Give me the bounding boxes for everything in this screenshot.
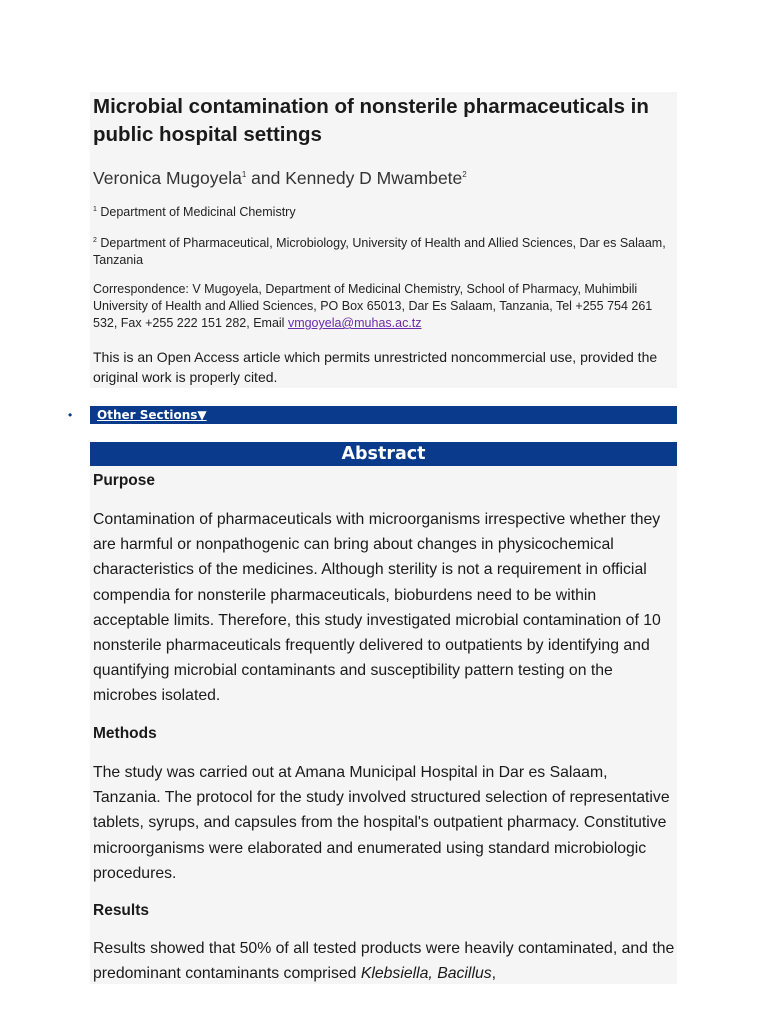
methods-heading: Methods	[93, 725, 157, 742]
results-organisms: Klebsiella, Bacillus	[360, 965, 492, 983]
results-heading: Results	[93, 902, 149, 919]
author-superscript: 2	[462, 170, 467, 179]
results-text	[93, 936, 675, 986]
affiliation-text: Department of Medicinal Chemistry	[96, 205, 296, 219]
correspondence	[93, 281, 673, 332]
purpose-heading: Purpose	[93, 472, 156, 489]
other-sections-link[interactable]: Other Sections▼	[97, 408, 207, 422]
author-superscript: 1	[241, 170, 247, 179]
affiliation-2	[93, 232, 673, 269]
abstract-title: Abstract	[341, 444, 426, 464]
author-name: Veronica Mugoyela	[93, 168, 242, 188]
affiliation-text: Department of Pharmaceutical, Microbiology, University of Health and Allied Sciences, Dar es Salaam, Tanzania	[93, 236, 666, 267]
methods-text: The study was carried out at Amana Municipal Hospital in Dar es Salaam, Tanzania. The protocol for the study involved structured selection of representative tablets, syrups, and capsules from the hospital's outpatient pharmacy. Constitutive microorganisms were elaborated and enumerated using standard microbiologic procedures.	[93, 764, 670, 882]
affiliation-marker: 1	[93, 206, 97, 213]
affiliation-marker: 2	[93, 237, 97, 244]
affiliation-1	[93, 201, 673, 221]
purpose-text: Contamination of pharmaceuticals with microorganisms irrespective whether they are harmful or nonpathogenic can bring about changes in physicochemical characteristics of the medicines. Although sterility is not a requirement in official compendia for nonsterile pharmaceuticals, bioburdens need to be within acceptable limits. Therefore, this study investigated microbial contamination of 10 nonsterile pharmaceuticals frequently delivered to outpatients by identifying and quantifying microbial contaminants and susceptibility pattern testing on the microbes isolated.	[93, 511, 661, 705]
open-access-notice: This is an Open Access article which permits unrestricted noncommercial use, provided the original work is properly cited.	[93, 349, 658, 385]
article-title: Microbial contamination of nonsterile pharmaceuticals in public hospital settings	[93, 95, 649, 146]
email-link[interactable]: vmgoyela@muhas.ac.tz	[287, 316, 422, 330]
bullet-icon: •	[68, 408, 73, 422]
results-text-part: ,	[491, 965, 497, 983]
correspondence-text: Correspondence: V Mugoyela, Department of Medicinal Chemistry, School of Pharmacy, Muhimbili University of Health and Allied Sciences, PO Box 65013, Dar Es Salaam, Tanzania, Tel +255 754 261 532, Fax +255 222 151 282, Email	[93, 282, 653, 330]
author-name: and Kennedy D Mwambete	[246, 168, 463, 188]
author-list	[93, 163, 467, 190]
results-text-part: Results showed that 50% of all tested products were heavily contaminated, and the predominant contaminants comprised	[93, 940, 675, 983]
